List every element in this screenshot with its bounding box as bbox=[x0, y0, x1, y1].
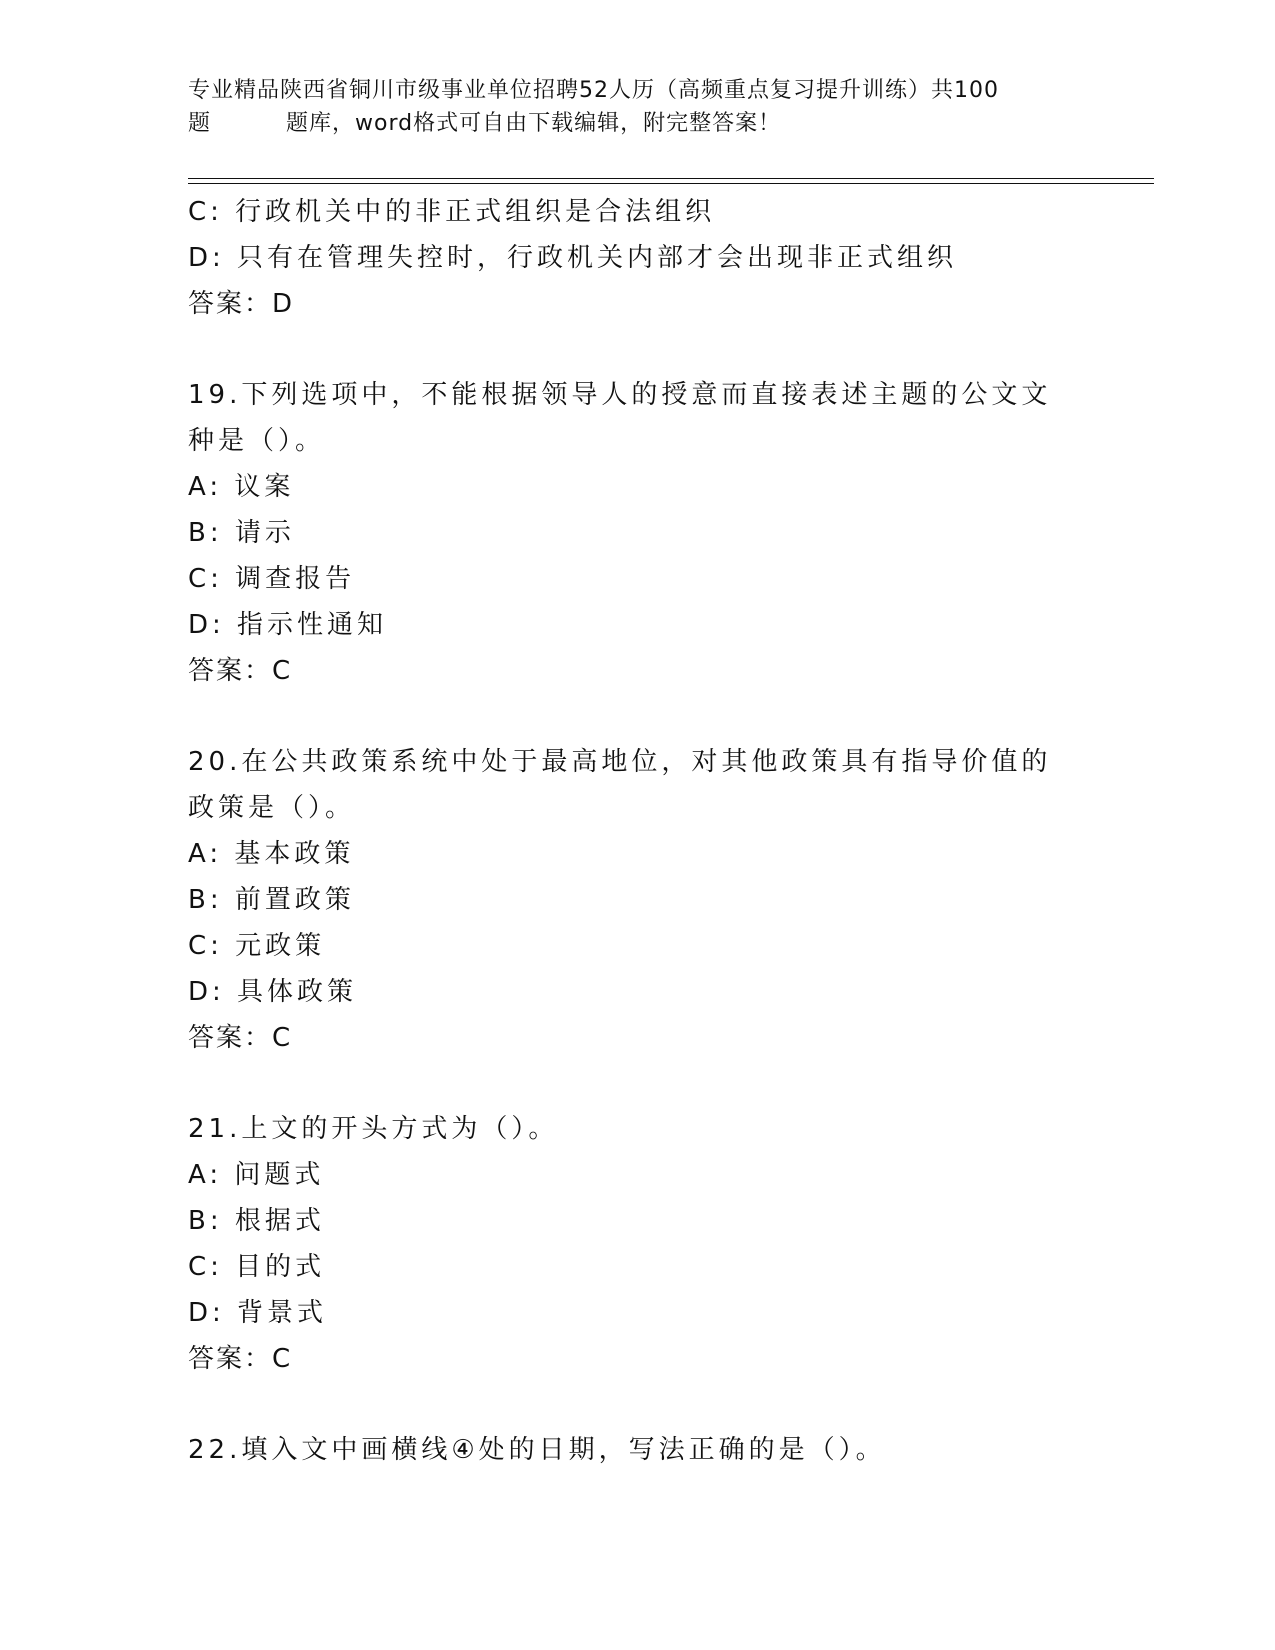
option-c: C: 目的式 bbox=[188, 1252, 326, 1282]
option-c: C: 元政策 bbox=[188, 931, 326, 961]
header-title-line2 bbox=[188, 107, 1068, 140]
option-d: D: 具体政策 bbox=[188, 977, 358, 1007]
option-b: B: 前置政策 bbox=[188, 885, 355, 915]
question-text: 22.填入文中画横线④处的日期，写法正确的是（）。 bbox=[188, 1435, 886, 1465]
answer-line: 答案：C bbox=[188, 656, 293, 686]
question-text: 20.在公共政策系统中处于最高地位，对其他政策具有指导价值的政策是（）。 bbox=[188, 747, 1052, 823]
option-d: D: 指示性通知 bbox=[188, 610, 388, 640]
answer-line: 答案：D bbox=[188, 289, 295, 319]
header-title-line2-rest: 题库，word格式可自由下载编辑，附完整答案！ bbox=[286, 111, 782, 136]
question-text: 21.上文的开头方式为（）。 bbox=[188, 1114, 559, 1144]
option-b: B: 根据式 bbox=[188, 1206, 325, 1236]
option-d: D: 只有在管理失控时，行政机关内部才会出现非正式组织 bbox=[188, 243, 958, 273]
question-text: 19.下列选项中，不能根据领导人的授意而直接表述主题的公文文种是（）。 bbox=[188, 380, 1052, 456]
option-a: A: 问题式 bbox=[188, 1160, 325, 1190]
answer-line: 答案：C bbox=[188, 1023, 293, 1053]
option-c: C: 调查报告 bbox=[188, 564, 356, 594]
option-c: C: 行政机关中的非正式组织是合法组织 bbox=[188, 197, 716, 227]
option-d: D: 背景式 bbox=[188, 1298, 328, 1328]
answer-line: 答案：C bbox=[188, 1344, 293, 1374]
header-title-line1: 专业精品陕西省铜川市级事业单位招聘52人历（高频重点复习提升训练）共100 bbox=[188, 78, 999, 103]
header-divider-bottom bbox=[188, 183, 1154, 184]
document-body bbox=[188, 189, 1088, 1473]
option-b: B: 请示 bbox=[188, 518, 295, 548]
option-a: A: 基本政策 bbox=[188, 839, 355, 869]
header-title-line2-prefix: 题 bbox=[188, 111, 212, 136]
option-a: A: 议案 bbox=[188, 472, 295, 502]
header-divider-top bbox=[188, 178, 1154, 179]
document-header bbox=[188, 74, 1068, 140]
